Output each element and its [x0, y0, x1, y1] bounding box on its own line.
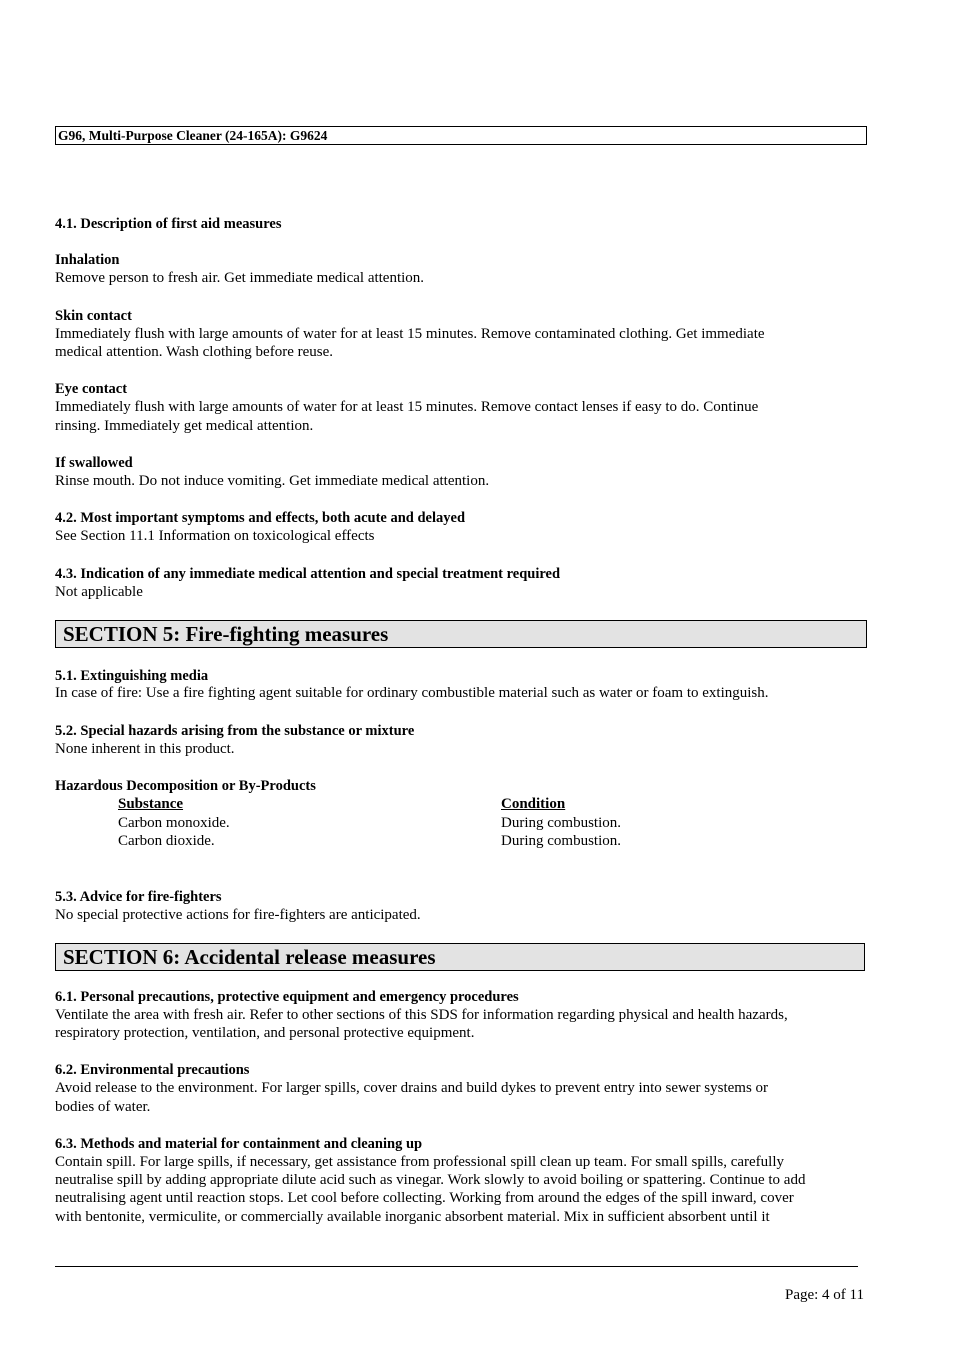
text-6-1-line-2: respiratory protection, ventilation, and personal protective equipment.	[55, 1025, 475, 1041]
text-6-2-line-2: bodies of water.	[55, 1099, 151, 1115]
heading-6-3: 6.3. Methods and material for containment and cleaning up	[55, 1136, 423, 1152]
text-6-3-line-1: Contain spill. For large spills, if necessary, get assistance from professional spill clean up team. For small spills, carefully	[55, 1154, 785, 1170]
substance-column-header: Substance	[118, 796, 184, 812]
text-5-3: No special protective actions for fire-fighters are anticipated.	[55, 907, 421, 923]
text-6-3-line-3: neutralising agent until reaction stops. Let cool before collecting. Working from around the edges of the spill inward, cover	[55, 1190, 794, 1206]
inhalation-text: Remove person to fresh air. Get immediate medical attention.	[55, 270, 425, 286]
skin-contact-text-2: medical attention. Wash clothing before reuse.	[55, 344, 334, 360]
table-row-substance: Carbon monoxide.	[118, 815, 230, 831]
heading-6-2: 6.2. Environmental precautions	[55, 1062, 250, 1078]
section-6-title: SECTION 6: Accidental release measures	[55, 943, 865, 971]
page-number: Page: 4 of 11	[784, 1287, 864, 1303]
section-5-title: SECTION 5: Fire-fighting measures	[55, 620, 867, 648]
skin-contact-text-1: Immediately flush with large amounts of water for at least 15 minutes. Remove contaminated clothing. Get immediate	[55, 326, 765, 342]
heading-5-2: 5.2. Special hazards arising from the substance or mixture	[55, 723, 415, 739]
text-5-2: None inherent in this product.	[55, 741, 235, 757]
condition-column-header: Condition	[501, 796, 566, 812]
text-6-3-line-4: with bentonite, vermiculite, or commercially available inorganic absorbent material. Mix in sufficient absorbent until it	[55, 1209, 770, 1225]
text-4-2: See Section 11.1 Information on toxicological effects	[55, 528, 375, 544]
decomposition-heading: Hazardous Decomposition or By-Products	[55, 778, 316, 794]
heading-5-1: 5.1. Extinguishing media	[55, 668, 209, 684]
product-header: G96, Multi-Purpose Cleaner (24-165A): G9624	[55, 126, 867, 145]
text-6-1-line-1: Ventilate the area with fresh air. Refer to other sections of this SDS for information regarding physical and health hazards,	[55, 1007, 788, 1023]
heading-4-1: 4.1. Description of first aid measures	[55, 216, 282, 232]
heading-5-3: 5.3. Advice for fire-fighters	[55, 889, 222, 905]
text-6-2-line-1: Avoid release to the environment. For larger spills, cover drains and build dykes to prevent entry into sewer systems or	[55, 1080, 769, 1096]
heading-4-2: 4.2. Most important symptoms and effects, both acute and delayed	[55, 510, 466, 526]
heading-6-1: 6.1. Personal precautions, protective equipment and emergency procedures	[55, 989, 519, 1005]
table-row-substance: Carbon dioxide.	[118, 833, 215, 849]
eye-contact-text-2: rinsing. Immediately get medical attention.	[55, 418, 314, 434]
text-6-3-line-2: neutralise spill by adding appropriate dilute acid such as vinegar. Work slowly to avoid boiling or spattering. Continue to add	[55, 1172, 806, 1188]
table-row-condition: During combustion.	[501, 815, 621, 831]
skin-contact-heading: Skin contact	[55, 308, 132, 324]
swallowed-text: Rinse mouth. Do not induce vomiting. Get immediate medical attention.	[55, 473, 490, 489]
footer-divider	[55, 1266, 858, 1267]
inhalation-heading: Inhalation	[55, 252, 120, 268]
swallowed-heading: If swallowed	[55, 455, 133, 471]
text-4-3: Not applicable	[55, 584, 143, 600]
eye-contact-text-1: Immediately flush with large amounts of water for at least 15 minutes. Remove contact lenses if easy to do. Continue	[55, 399, 759, 415]
eye-contact-heading: Eye contact	[55, 381, 128, 397]
text-5-1: In case of fire: Use a fire fighting agent suitable for ordinary combustible material such as water or foam to extinguish.	[55, 685, 769, 701]
table-row-condition: During combustion.	[501, 833, 621, 849]
heading-4-3: 4.3. Indication of any immediate medical attention and special treatment required	[55, 566, 561, 582]
